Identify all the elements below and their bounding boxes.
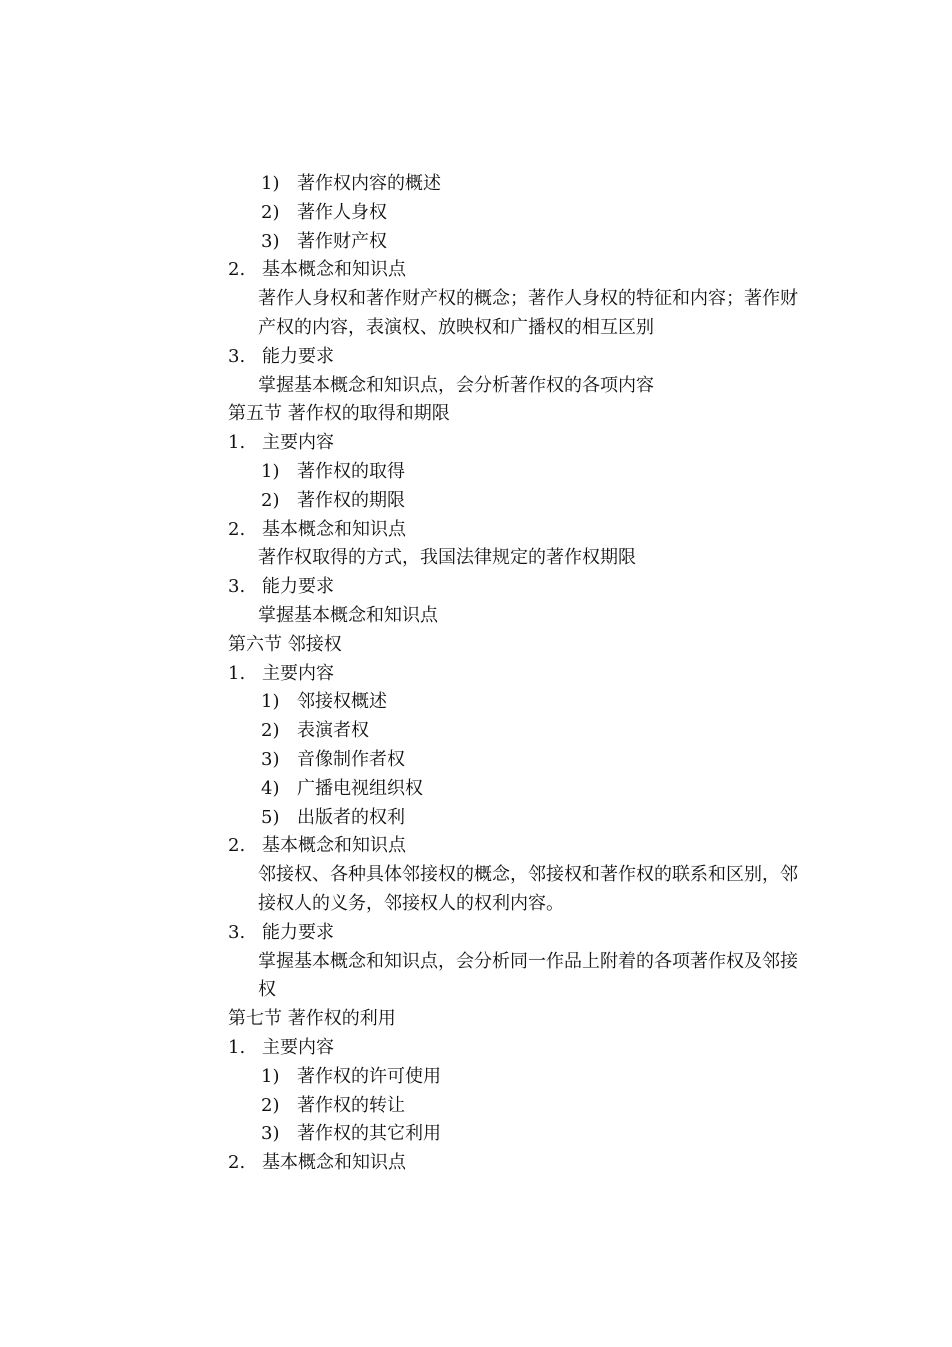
item-text: 能力要求	[262, 921, 334, 943]
list-item-sub	[0, 775, 952, 804]
list-item-sub	[0, 1092, 952, 1121]
item-text: 能力要求	[262, 345, 334, 367]
item-marker: 1)	[261, 1065, 280, 1087]
section-heading: 第七节 著作权的利用	[228, 1008, 396, 1030]
list-item-sub	[0, 717, 952, 746]
list-item-numbered	[0, 660, 952, 689]
item-marker: 3.	[228, 921, 246, 943]
item-marker: 1)	[261, 173, 280, 194]
list-item-sub	[0, 170, 952, 199]
item-marker: 1.	[228, 1036, 246, 1058]
list-item-numbered	[0, 1149, 952, 1178]
item-text: 著作权的转让	[297, 1094, 405, 1116]
list-item-sub	[0, 1063, 952, 1092]
item-marker: 2.	[228, 518, 246, 540]
item-text: 主要内容	[262, 662, 334, 684]
list-item-sub	[0, 1120, 952, 1149]
list-item-numbered	[0, 832, 952, 861]
item-text: 著作权的期限	[297, 489, 405, 511]
section-heading: 第五节 著作权的取得和期限	[228, 403, 450, 425]
section-heading: 第六节 邻接权	[228, 633, 342, 655]
item-marker: 2.	[228, 1152, 246, 1174]
item-text: 著作权的其它利用	[297, 1123, 441, 1145]
document-page	[0, 170, 952, 1178]
item-text: 著作人身权	[297, 201, 387, 223]
list-item-numbered	[0, 1034, 952, 1063]
list-item-numbered	[0, 343, 952, 372]
list-item-sub	[0, 228, 952, 257]
list-item-sub	[0, 746, 952, 775]
item-marker: 2)	[261, 1094, 280, 1116]
item-text: 著作财产权	[297, 230, 387, 252]
paragraph-line: 掌握基本概念和知识点，会分析著作权的各项内容	[258, 374, 654, 396]
item-text: 表演者权	[297, 720, 369, 742]
item-marker: 1.	[228, 662, 246, 684]
item-marker: 5)	[261, 806, 280, 828]
item-marker: 2)	[261, 720, 280, 742]
paragraph-line: 接权人的义务，邻接权人的权利内容。	[258, 892, 564, 914]
item-text: 基本概念和知识点	[262, 259, 406, 281]
item-text: 著作权的取得	[297, 460, 405, 482]
item-text: 音像制作者权	[297, 748, 405, 770]
item-text: 出版者的权利	[297, 806, 405, 828]
list-item-sub	[0, 487, 952, 516]
item-marker: 1.	[228, 432, 246, 454]
paragraph-line: 掌握基本概念和知识点	[258, 604, 438, 626]
item-text: 基本概念和知识点	[262, 518, 406, 540]
item-marker: 3)	[261, 230, 280, 252]
item-marker: 2)	[261, 489, 280, 511]
list-item-numbered	[0, 573, 952, 602]
paragraph-line: 产权的内容，表演权、放映权和广播权的相互区别	[258, 316, 654, 338]
paragraph-line: 掌握基本概念和知识点，会分析同一作品上附着的各项著作权及邻接	[258, 950, 798, 972]
item-text: 主要内容	[262, 1036, 334, 1058]
item-marker: 2.	[228, 835, 246, 857]
item-text: 基本概念和知识点	[262, 1152, 406, 1174]
item-text: 邻接权概述	[297, 691, 387, 713]
item-text: 基本概念和知识点	[262, 835, 406, 857]
paragraph-line: 邻接权、各种具体邻接权的概念，邻接权和著作权的联系和区别，邻	[258, 864, 798, 886]
paragraph-line: 权	[258, 979, 276, 1001]
item-marker: 1)	[261, 460, 280, 482]
list-item-numbered	[0, 516, 952, 545]
list-item-numbered	[0, 429, 952, 458]
list-item-sub	[0, 458, 952, 487]
item-marker: 1)	[261, 691, 280, 713]
list-item-sub	[0, 199, 952, 228]
item-marker: 3.	[228, 576, 246, 598]
item-text: 著作权内容的概述	[297, 173, 441, 194]
item-text: 广播电视组织权	[297, 777, 423, 799]
item-text: 著作权的许可使用	[297, 1065, 441, 1087]
list-item-numbered	[0, 919, 952, 948]
item-marker: 3.	[228, 345, 246, 367]
list-item-sub	[0, 688, 952, 717]
item-marker: 4)	[261, 777, 280, 799]
item-text: 主要内容	[262, 432, 334, 454]
list-item-numbered	[0, 256, 952, 285]
list-item-sub	[0, 804, 952, 833]
item-marker: 3)	[261, 748, 280, 770]
item-marker: 3)	[261, 1123, 280, 1145]
item-text: 能力要求	[262, 576, 334, 598]
paragraph-line: 著作权取得的方式，我国法律规定的著作权期限	[258, 547, 636, 569]
item-marker: 2.	[228, 259, 246, 281]
paragraph-line: 著作人身权和著作财产权的概念；著作人身权的特征和内容；著作财	[258, 288, 798, 310]
item-marker: 2)	[261, 201, 280, 223]
